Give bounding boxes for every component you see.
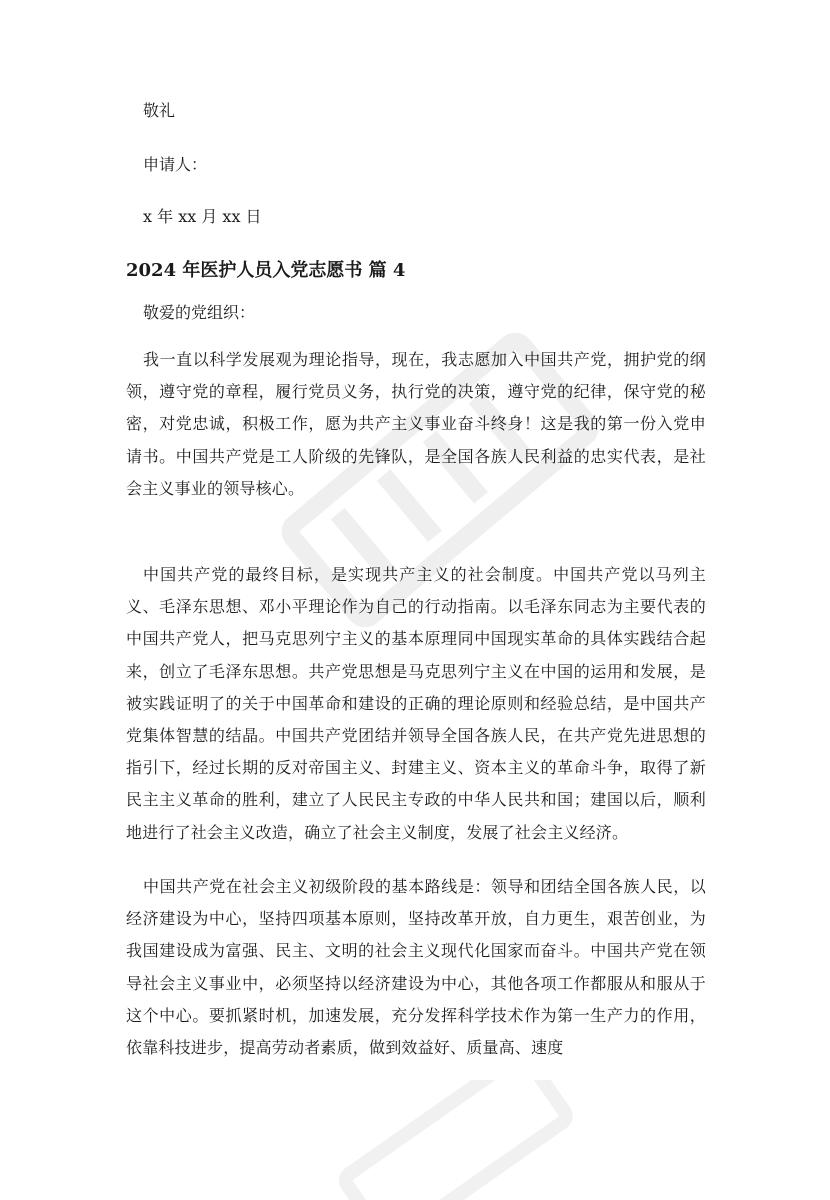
paragraph-3: 中国共产党在社会主义初级阶段的基本路线是：领导和团结全国各族人民，以经济建设为中心，坚持四项基本原则，坚持改革开放，自力更生，艰苦创业，为我国建设成为富强、民主、文明的社会主义现代化国家而奋斗。中国共产党在领导社会主义事业中，必须坚持以经济建设为中心，其他各项工作都服从和服从于这个中心。要抓紧时机，加速发展，充分发挥科学技术作为第一生产力的作用，依靠科技进步，提高劳动者素质，做到效益好、质量高、速度 [126, 877, 706, 1058]
salutation-text: 敬礼 [143, 101, 176, 120]
date-text: x 年 xx 月 xx 日 [143, 207, 262, 226]
applicant-label: 申请人： [143, 155, 208, 174]
paragraph-2: 中国共产党的最终目标，是实现共产主义的社会制度。中国共产党以马列主义、毛泽东思想、邓小平理论作为自己的行动指南。以毛泽东同志为主要代表的中国共产党人，把马克思列宁主义的基本原理同中国现实革命的具体实践结合起来，创立了毛泽东思想。共产党思想是马克思列宁主义在中国的运用和发展，是被实践证明了的关于中国革命和建设的正确的理论原则和经验总结，是中国共产党集体智慧的结晶。中国共产党团结并领导全国各族人民，在共产党先进思想的指引下，经过长期的反对帝国主义、封建主义、资本主义的革命斗争，取得了新民主主义革命的胜利，建立了人民民主专政的中华人民共和国；建国以后，顺利地进行了社会主义改造，确立了社会主义制度，发展了社会主义经济。 [126, 565, 706, 842]
section-heading: 2024 年医护人员入党志愿书 篇 4 [126, 260, 406, 281]
greeting-text: 敬爱的党组织： [143, 303, 256, 322]
watermark-graphic-bottom [300, 1080, 600, 1200]
paragraph-1: 我一直以科学发展观为理论指导，现在，我志愿加入中国共产党，拥护党的纲领，遵守党的章程，履行党员义务，执行党的决策，遵守党的纪律，保守党的秘密，对党忠诚，积极工作，愿为共产主义事业奋斗终身！这是我的第一份入党申请书。中国共产党是工人阶级的先锋队，是全国各族人民利益的忠实代表，是社会主义事业的领导核心。 [126, 350, 706, 498]
